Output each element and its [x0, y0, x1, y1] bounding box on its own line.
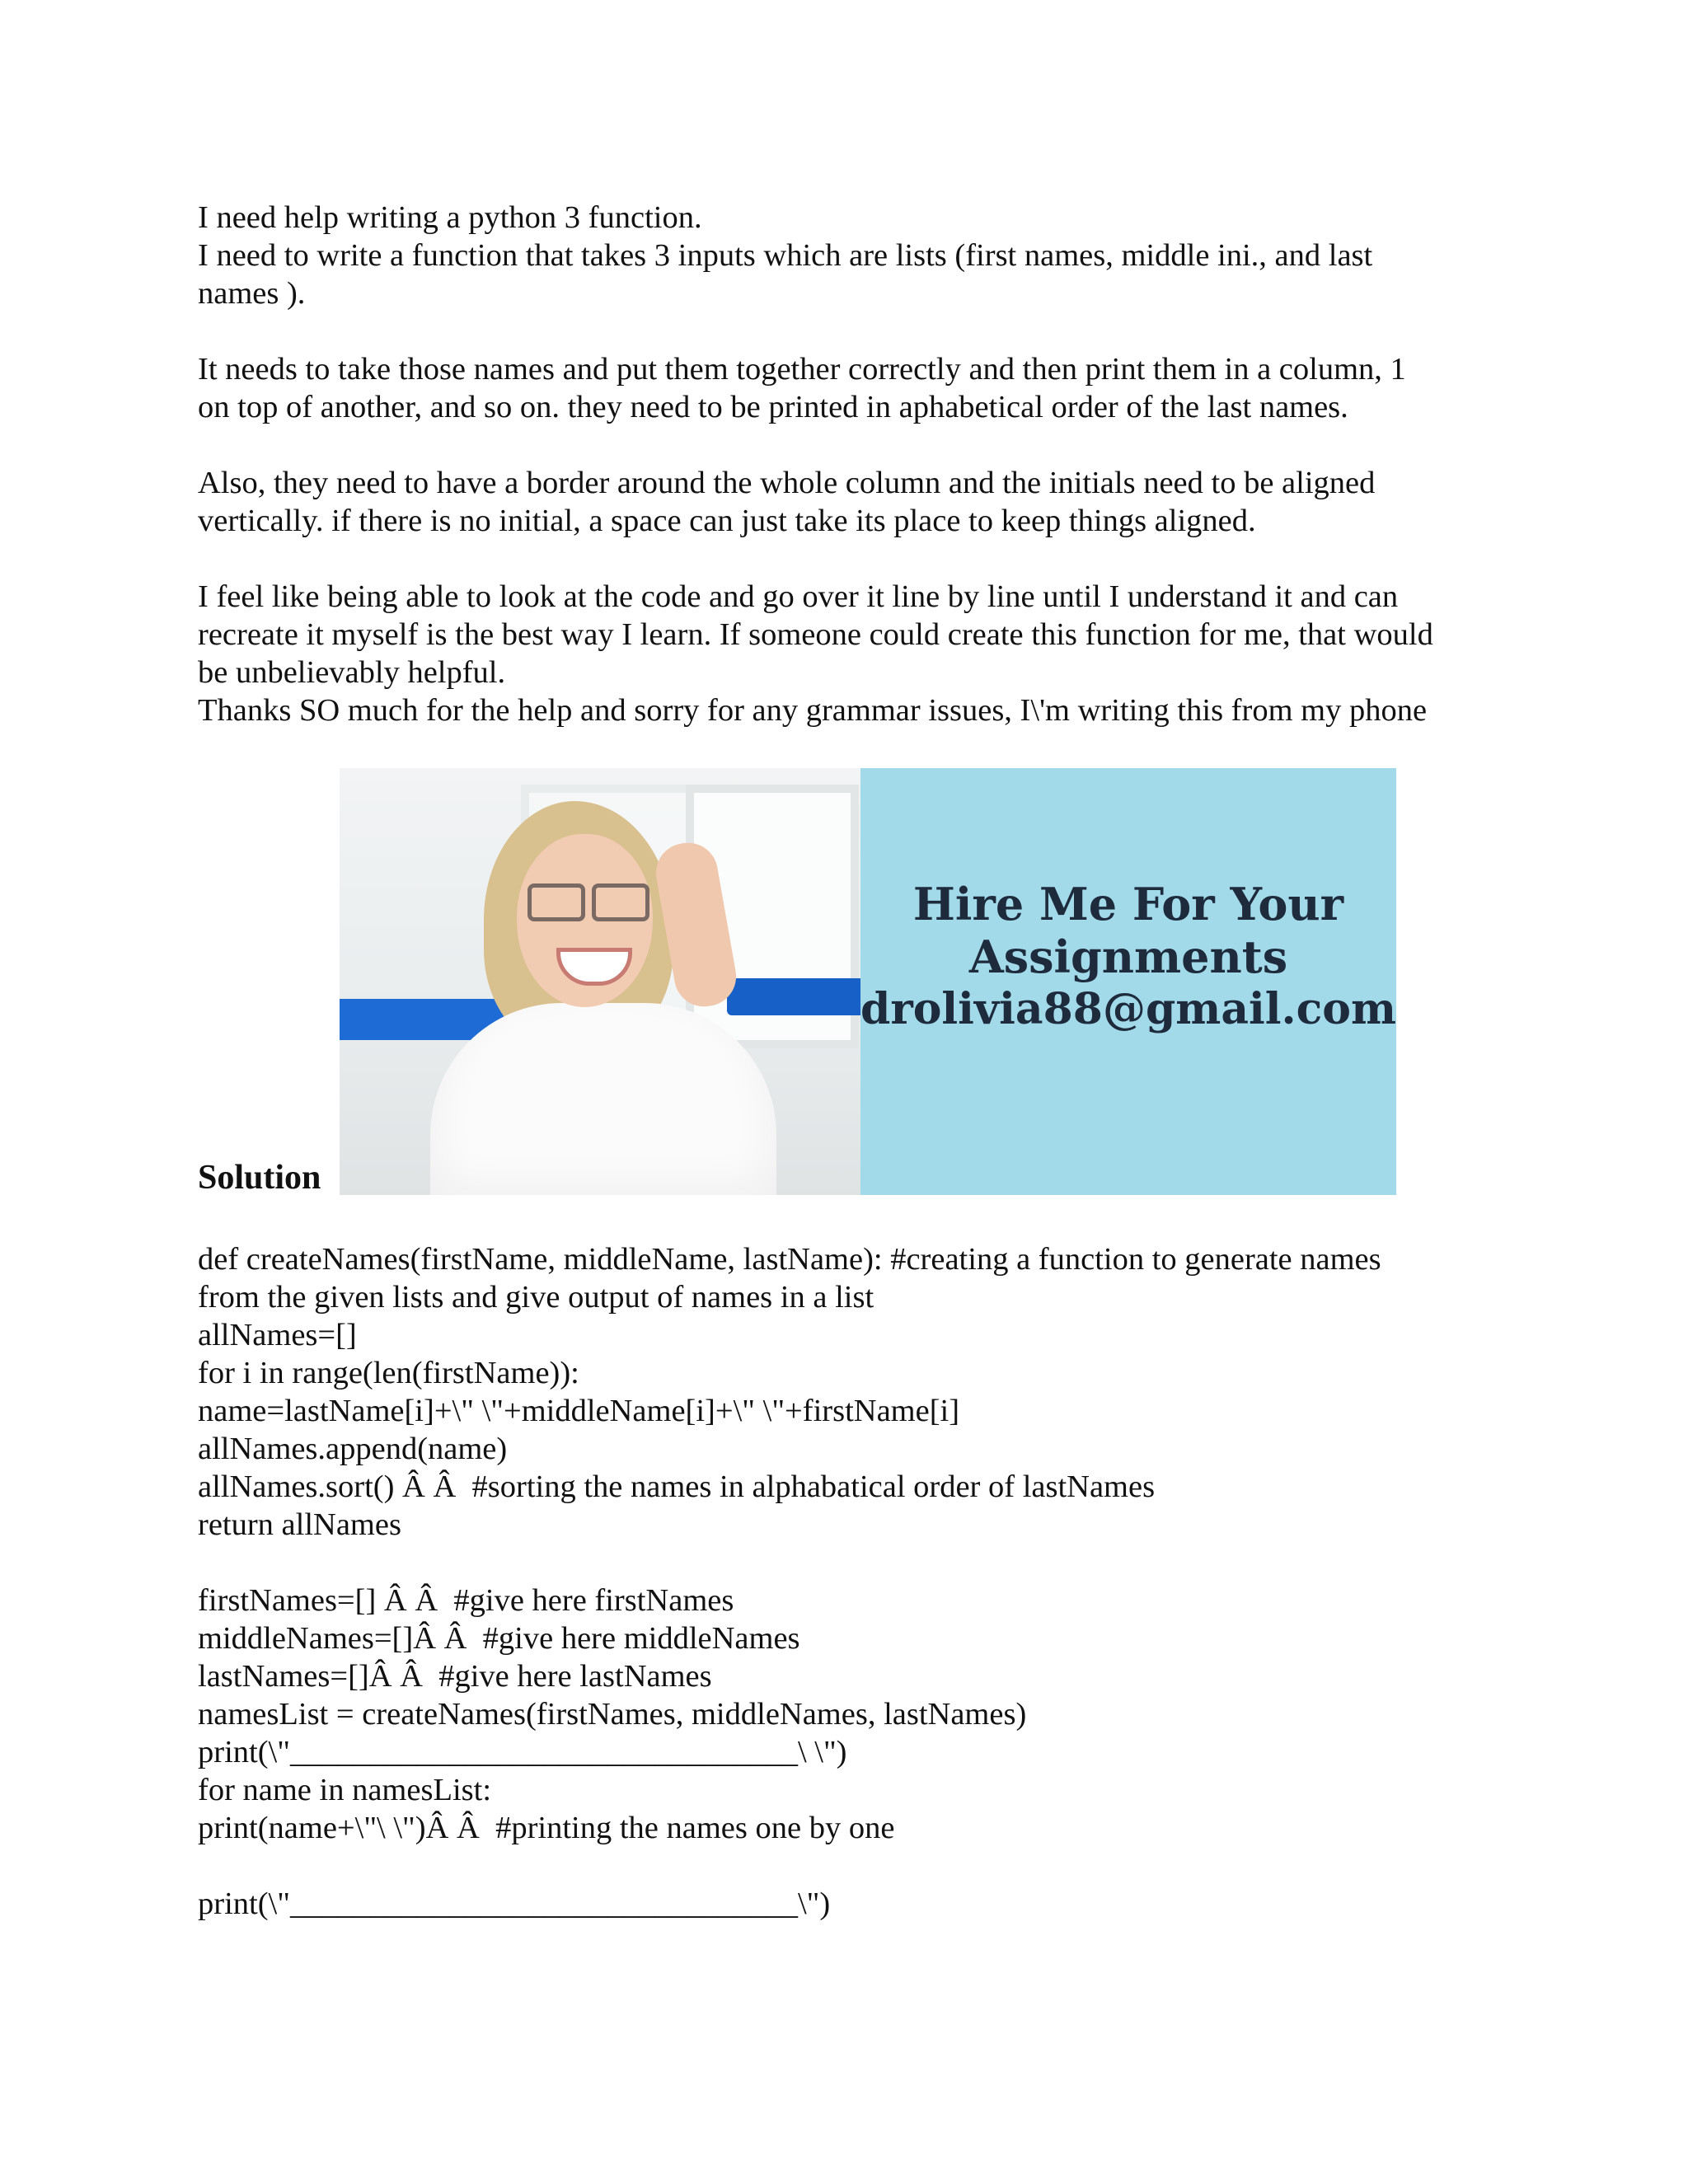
paragraph-gap	[198, 312, 1533, 350]
paragraph-gap	[198, 426, 1533, 464]
question-line: recreate it myself is the best way I learn. If someone could create this function for me, that would	[198, 617, 1433, 652]
white-blouse	[430, 1003, 776, 1195]
question-line: I feel like being able to look at the code and go over it line by line until I understand it and can	[198, 579, 1399, 614]
code-line: firstNames=[] Â Â #give here firstNames	[198, 1583, 734, 1618]
code-line: for i in range(len(firstName)):	[198, 1356, 579, 1390]
question-line: Thanks SO much for the help and sorry for any grammar issues, I\'m writing this from my phone	[198, 693, 1428, 728]
question-line: names ).	[198, 276, 306, 311]
ad-headline: Hire Me For Your	[912, 878, 1344, 930]
code-line: namesList = createNames(firstNames, middleNames, lastNames)	[198, 1697, 1027, 1732]
code-line: print(\"________________________________\")	[198, 1886, 831, 1921]
solution-heading: Solution	[198, 1159, 321, 1197]
code-line: name=lastName[i]+\" \"+middleName[i]+\" \"+firstName[i]	[198, 1394, 960, 1428]
solution-code	[198, 1240, 1533, 1923]
code-line: allNames.sort() Â Â #sorting the names in alphabatical order of lastNames	[198, 1469, 1156, 1504]
woman-photo	[340, 768, 860, 1195]
ad-email: drolivia88@gmail.com	[860, 984, 1396, 1034]
code-line: for name in namesList:	[198, 1773, 492, 1807]
code-line: return allNames	[198, 1507, 401, 1542]
paragraph-gap	[198, 1544, 1533, 1582]
question-line: I need help writing a python 3 function.	[198, 200, 702, 235]
glasses-lens	[528, 883, 585, 921]
code-line: print(name+\"\ \")Â Â #printing the names one by one	[198, 1811, 895, 1845]
ad-text-panel	[860, 768, 1396, 1195]
code-line: print(\"________________________________\ \")	[198, 1735, 847, 1769]
blue-chair	[727, 978, 860, 1015]
question-line: It needs to take those names and put them together correctly and then print them in a column, 1	[198, 352, 1406, 387]
code-line: from the given lists and give output of names in a list	[198, 1280, 874, 1315]
question-line: be unbelievably helpful.	[198, 655, 506, 690]
code-line: allNames.append(name)	[198, 1432, 508, 1466]
code-line: def createNames(firstName, middleName, lastName): #creating a function to generate names	[198, 1242, 1381, 1277]
glasses-lens	[592, 883, 649, 921]
question-line: vertically. if there is no initial, a space can just take its place to keep things aligned.	[198, 504, 1256, 538]
advertisement-banner	[340, 768, 1396, 1195]
question-text	[198, 199, 1533, 729]
question-line: Also, they need to have a border around the whole column and the initials need to be aligned	[198, 466, 1376, 500]
question-line: on top of another, and so on. they need to be printed in aphabetical order of the last names.	[198, 390, 1348, 424]
question-line: I need to write a function that takes 3 inputs which are lists (first names, middle ini., and last	[198, 238, 1373, 273]
code-line: middleNames=[]Â Â #give here middleNames	[198, 1621, 800, 1656]
code-line: allNames=[]	[198, 1318, 357, 1352]
code-line: lastNames=[]Â Â #give here lastNames	[198, 1659, 712, 1694]
paragraph-gap	[198, 540, 1533, 578]
paragraph-gap	[198, 1847, 1533, 1885]
ad-headline: Assignments	[968, 930, 1288, 983]
